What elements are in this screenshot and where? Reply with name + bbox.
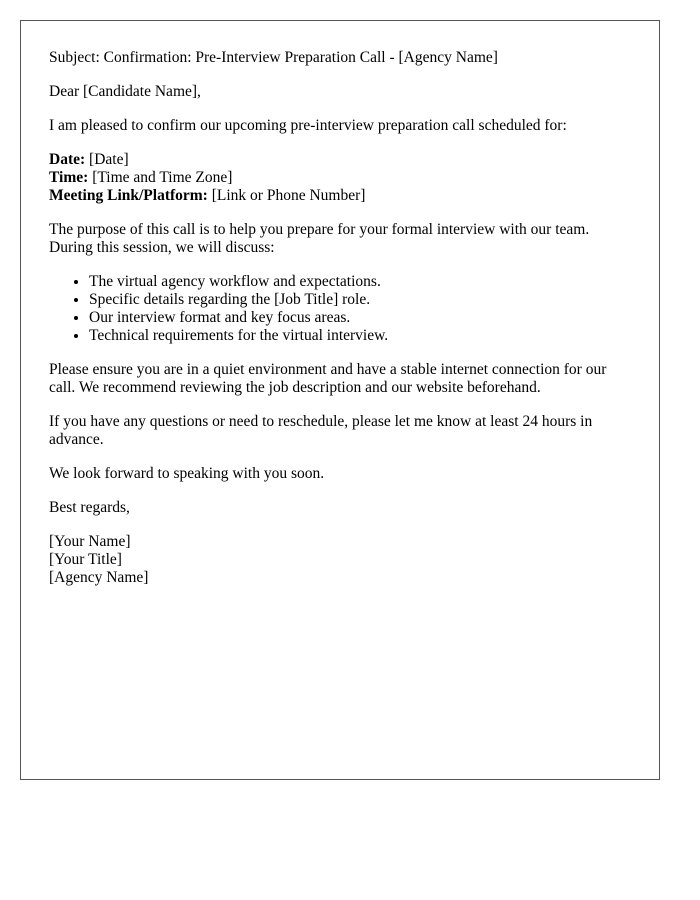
detail-meeting-link-label: Meeting Link/Platform:	[49, 187, 208, 204]
reschedule-paragraph: If you have any questions or need to reschedule, please let me know at least 24 hours in advance.	[49, 413, 593, 448]
detail-date	[49, 151, 631, 169]
list-item: • The virtual agency workflow and expectations.	[89, 273, 631, 291]
detail-meeting-link	[49, 187, 631, 205]
detail-time-value: [Time and Time Zone]	[88, 169, 233, 186]
signature-name: [Your Name]	[49, 533, 131, 550]
detail-date-label: Date:	[49, 151, 86, 168]
closing-remark: We look forward to speaking with you soon.	[49, 465, 325, 482]
signature-block	[49, 533, 631, 587]
purpose-paragraph: The purpose of this call is to help you prepare for your formal interview with our team. During this session, we will discuss:	[49, 221, 590, 256]
call-details	[49, 151, 631, 205]
letter-page	[20, 20, 660, 780]
discussion-topics-list	[49, 273, 631, 345]
detail-date-value: [Date]	[85, 151, 129, 168]
list-item: • Our interview format and key focus areas.	[89, 309, 631, 327]
detail-meeting-link-value: [Link or Phone Number]	[207, 187, 366, 204]
list-item: • Technical requirements for the virtual interview.	[89, 327, 631, 345]
detail-time	[49, 169, 631, 187]
list-item: • Specific details regarding the [Job Title] role.	[89, 291, 631, 309]
greeting: Dear [Candidate Name],	[49, 83, 201, 100]
detail-time-label: Time:	[49, 169, 89, 186]
signature-agency: [Agency Name]	[49, 569, 149, 586]
intro-paragraph: I am pleased to confirm our upcoming pre-interview preparation call scheduled for:	[49, 117, 567, 134]
environment-paragraph: Please ensure you are in a quiet environment and have a stable internet connection for our call. We recommend reviewing the job description and our website beforehand.	[49, 361, 607, 396]
signature-title: [Your Title]	[49, 551, 122, 568]
signoff: Best regards,	[49, 499, 130, 516]
subject-line: Subject: Confirmation: Pre-Interview Preparation Call - [Agency Name]	[49, 49, 498, 66]
